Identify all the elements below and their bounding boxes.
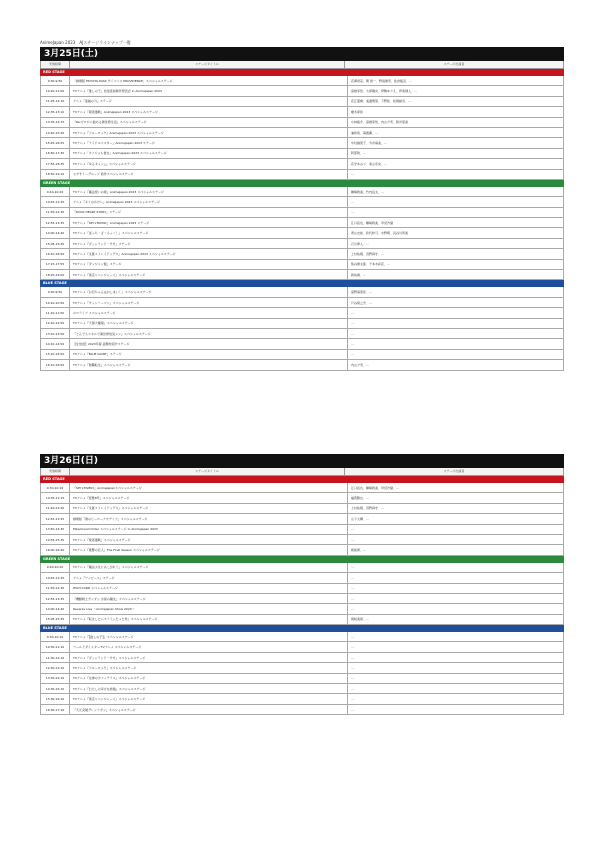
row-time: 14:10-14:50	[41, 339, 70, 348]
day-date-header: 3月26日(日)	[40, 454, 564, 468]
row-time: 12:10-12:50	[41, 319, 70, 328]
table-row	[40, 360, 564, 370]
row-cast: …	[351, 596, 354, 601]
day-block-2	[40, 454, 564, 715]
column-header-cast: ステージ出演者	[443, 469, 465, 473]
row-stage-title: 「劇場版 PSYCHO-PASS サイコパス PROVIDENCE」スペシャルステージ	[70, 76, 348, 85]
row-cast: …	[351, 686, 354, 691]
table-row	[40, 128, 564, 138]
table-row	[40, 350, 564, 360]
row-stage-title: 『ROCK HEART STORY』ステージ	[70, 208, 348, 217]
row-time: 18:20-19:00	[41, 270, 70, 279]
row-stage-title: ホロライブ スペシャルステージ	[70, 308, 348, 317]
row-cast: …	[351, 310, 354, 315]
table-row	[40, 504, 564, 514]
table-row	[40, 228, 564, 238]
table-row	[40, 535, 564, 545]
row-cast: 青山吉能、鈴代紗弓、水野朔、長谷川育美	[351, 231, 409, 236]
row-stage-title: TVアニメ『BLUE GIANT』ステージ	[70, 350, 348, 359]
table-row	[40, 514, 564, 524]
table-row	[40, 339, 564, 349]
row-stage-title: TVアニメ『呪術廻戦』スペシャルステージ	[70, 535, 348, 544]
column-header-cast: ステージ出演者	[443, 62, 465, 66]
row-cast: …	[351, 665, 354, 670]
row-cast: …	[351, 575, 354, 580]
row-time: 15:30-16:10	[41, 694, 70, 703]
row-time: 15:45-16:25	[41, 138, 70, 147]
table-row	[40, 208, 564, 218]
row-time: 13:35-14:15	[41, 118, 70, 127]
row-stage-title: TVアニメ『ヴィンランド・サガ』ステージ	[70, 239, 348, 248]
row-time: 11:10-11:50	[41, 308, 70, 317]
table-row	[40, 604, 564, 614]
row-time: 15:05-15:45	[41, 615, 70, 624]
table-row	[40, 615, 564, 625]
row-time: 12:30-13:10	[41, 663, 70, 672]
row-time: 12:45-13:25	[41, 514, 70, 523]
day-date-header: 3月25日(土)	[40, 47, 564, 61]
row-cast: …	[351, 655, 354, 660]
row-stage-title: 『とんでもスキルで異世界放浪メシ』スペシャルステージ	[70, 329, 348, 338]
row-time: 14:00-14:40	[41, 604, 70, 613]
table-row	[40, 118, 564, 128]
row-cast: …	[351, 352, 354, 357]
row-time: 10:45-11:25	[41, 197, 70, 206]
row-time: 11:50-12:30	[41, 208, 70, 217]
table-row	[40, 249, 564, 259]
row-stage-title: TVアニメ「カノジョも彼女」AnimeJapan 2023 スペシャルステージ	[70, 149, 348, 158]
row-stage-title: 『SPY×FAMILY』AnimeJapanスペシャルステージ	[70, 483, 348, 492]
row-stage-title: HIGH CARD スペシャルステージ	[70, 584, 348, 593]
row-stage-title: TVアニメ『東京リベンジャーズ』スペシャルステージ	[70, 270, 348, 279]
stage-label-green: GREEN STAGE	[40, 556, 564, 563]
row-cast: 中村繪里子、今井麻美、…	[351, 141, 388, 146]
row-time: 11:40-12:20	[41, 504, 70, 513]
row-cast: 戸谷菊之介、…	[351, 300, 373, 305]
row-stage-title: TVアニメ『魔法使いの嫁』AnimeJapan 2023 スペシャルステージ	[70, 187, 348, 196]
table-row	[40, 218, 564, 228]
row-cast: 梶裕貴、…	[351, 548, 367, 553]
table-row	[40, 270, 564, 280]
table-row	[40, 663, 564, 673]
row-cast: …	[351, 199, 354, 204]
column-header-title: ステージタイトル	[70, 468, 345, 475]
row-cast: …	[351, 645, 354, 650]
row-cast: 上村祐翔、宮野真守、…	[351, 251, 385, 256]
row-cast: 新祐樹、…	[351, 272, 367, 277]
row-stage-title: TVアニメ『ブルーロック』スペシャルステージ	[70, 663, 348, 672]
row-stage-title: TVアニメ『ぼっち・ざ・ろっく！』スペシャルステージ	[70, 228, 348, 237]
row-time: 9:30-10:10	[41, 632, 70, 641]
row-cast: 浦和希、海渡翼、…	[351, 130, 379, 135]
row-cast: 江口拓也、種﨑敦美、早見沙織	[351, 220, 394, 225]
row-cast: 熊谷健太郎、千本木彩花、…	[351, 262, 391, 267]
row-time: 10:45-11:25	[41, 573, 70, 582]
row-time: 14:00-14:40	[41, 228, 70, 237]
column-header-time: 実施時間	[41, 468, 70, 475]
row-stage-title: アニメ『キミのかけら』AnimeJapan 2023 スペシャルステージ	[70, 197, 348, 206]
row-stage-title: TVアニメ『わたしの幸せな結婚』スペシャルステージ	[70, 684, 348, 693]
stage-label-blue: BLUE STAGE	[40, 625, 564, 632]
table-row	[40, 149, 564, 159]
row-time: 12:35-13:10	[41, 107, 70, 116]
row-time: 9:30-10:10	[41, 483, 70, 492]
row-time: 9:30-9:50	[41, 76, 70, 85]
table-row	[40, 298, 564, 308]
row-stage-title: TVアニメ『転生したらスライムだった件』スペシャルステージ	[70, 615, 348, 624]
row-stage-title: TVアニメ『女神のカフェテラス』スペシャルステージ	[70, 674, 348, 683]
table-row	[40, 594, 564, 604]
table-row	[40, 159, 564, 169]
row-time: 16:10-16:50	[41, 249, 70, 258]
table-row	[40, 694, 564, 704]
row-cast: 高野麻里佳、…	[351, 290, 373, 295]
row-time: 17:55-18:35	[41, 159, 70, 168]
document-title: AnimeJapan 2023 AJステージラインナップ一覧	[40, 40, 131, 45]
row-time: 12:55-13:35	[41, 594, 70, 603]
table-row	[40, 319, 564, 329]
row-cast: 岡咲美保、…	[351, 617, 370, 622]
row-stage-title: Fate/Grand Order スペシャルステージ in AnimeJapan 2023	[70, 525, 348, 534]
row-cast: 小林裕介、高橋李依、内山夕実、新井里美	[351, 120, 409, 125]
column-header-row	[40, 61, 564, 69]
table-row	[40, 483, 564, 493]
table-row	[40, 705, 564, 715]
row-cast: …	[351, 707, 354, 712]
table-row	[40, 563, 564, 573]
row-cast: …	[351, 537, 354, 542]
row-time: 15:10-15:50	[41, 350, 70, 359]
row-stage-title: 劇場版『僕のヒーローアカデミア』スペシャルステージ	[70, 514, 348, 523]
row-cast: 石川界人、…	[351, 241, 370, 246]
row-stage-title: TVアニメ『アイドルマスター』AnimeJapan 2023 ステージ	[70, 138, 348, 147]
row-time: 9:30-9:50	[41, 287, 70, 296]
row-stage-title: 『機動戦士ガンダム 水星の魔女』スペシャルステージ	[70, 594, 348, 603]
row-time: 13:30-14:10	[41, 674, 70, 683]
row-time: 16:30-17:10	[41, 705, 70, 714]
row-time: 10:10-10:50	[41, 298, 70, 307]
column-header-title: ステージタイトル	[70, 61, 345, 68]
row-time: 13:50-14:30	[41, 525, 70, 534]
row-stage-title: TVアニメ『ダンジョン飯』ステージ	[70, 260, 348, 269]
column-header-time: 実施時間	[41, 61, 70, 68]
table-row	[40, 584, 564, 594]
row-stage-title: TVアニメ『文豪ストレイドッグス』スペシャルステージ	[70, 504, 348, 513]
row-stage-title: TVアニメ『チェンソーマン』スペシャルステージ	[70, 298, 348, 307]
row-time: 15:05-15:45	[41, 239, 70, 248]
row-cast: …	[351, 331, 354, 336]
row-time: 11:30-12:10	[41, 653, 70, 662]
row-stage-title: TVアニメ『無職転生』スペシャルステージ	[70, 360, 348, 369]
row-cast: …	[351, 634, 354, 639]
table-row	[40, 684, 564, 694]
column-header-row	[40, 468, 564, 476]
table-row	[40, 573, 564, 583]
row-time: 10:30-11:10	[41, 642, 70, 651]
table-row	[40, 642, 564, 652]
row-cast: 阿部敦、…	[351, 151, 367, 156]
row-cast: …	[351, 527, 354, 532]
stage-label-blue: BLUE STAGE	[40, 280, 564, 287]
row-time: 9:40-10:20	[41, 187, 70, 196]
row-stage-title: Reverse Live ～AnimeJapan Show 2023～	[70, 604, 348, 613]
row-cast: 山下大輝、…	[351, 516, 370, 521]
table-row	[40, 170, 564, 180]
row-time: 9:40-10:20	[41, 563, 70, 572]
row-stage-title: 『Re:ゼロから始める異世界生活』スペシャルステージ	[70, 118, 348, 127]
table-row	[40, 674, 564, 684]
table-row	[40, 260, 564, 270]
row-cast: 内山夕実、…	[351, 362, 370, 367]
row-stage-title: アニメ『ワンピース』ステージ	[70, 573, 348, 582]
row-stage-title: TVアニメ『怪獣8号』スペシャルステージ	[70, 493, 348, 502]
row-stage-title: TVアニメ『【推しの子】』スペシャルステージ	[70, 632, 348, 641]
table-row	[40, 197, 564, 207]
row-cast: 花江夏樹、鬼頭明里、下野紘、松岡禎丞、…	[351, 99, 412, 104]
table-row	[40, 632, 564, 642]
row-time: 11:50-12:30	[41, 584, 70, 593]
row-time: 11:25-12:10	[41, 97, 70, 106]
row-cast: 江口拓也、種﨑敦美、早見沙織、…	[351, 485, 400, 490]
row-time: 10:20-11:00	[41, 86, 70, 95]
row-stage-title: TVアニメ『呪術廻戦』AnimeJapan 2023 スペシャルステージ	[70, 107, 348, 116]
stage-label-red: RED STAGE	[40, 69, 564, 76]
row-stage-title: TVアニメ『ヴィンランド・サガ』スペシャルステージ	[70, 653, 348, 662]
row-stage-title: アニメ『鬼滅の刃』ステージ	[70, 97, 348, 106]
row-time: 10:35-11:15	[41, 493, 70, 502]
table-row	[40, 493, 564, 503]
day-block-1	[40, 47, 564, 371]
row-stage-title: TVアニメ『ブルーロック』AnimeJapan 2023 スペシャルステージ	[70, 128, 348, 137]
table-row	[40, 138, 564, 148]
row-cast: …	[351, 172, 354, 177]
row-stage-title: TVアニメ『推しの子』放送直前制作発表会 in AnimeJapan 2023	[70, 86, 348, 95]
table-row	[40, 187, 564, 197]
row-stage-title: 『天元突破グレンラガン』スペシャルステージ	[70, 705, 348, 714]
row-time: 14:55-15:35	[41, 535, 70, 544]
row-time: 12:55-13:35	[41, 218, 70, 227]
row-stage-title: TVアニメ『ゆるキャン△』スペシャルステージ	[70, 159, 348, 168]
row-cast: …	[351, 565, 354, 570]
row-time: 16:50-17:30	[41, 149, 70, 158]
row-stage-title: TVアニメ『天国大魔境』スペシャルステージ	[70, 319, 348, 328]
row-cast: …	[351, 586, 354, 591]
row-stage-title: TVアニメ『東京リベンジャーズ』スペシャルステージ	[70, 694, 348, 703]
stage-label-green: GREEN STAGE	[40, 180, 564, 187]
row-cast: …	[351, 321, 354, 326]
table-row	[40, 239, 564, 249]
row-time: 17:15-17:55	[41, 260, 70, 269]
row-stage-title: TVアニメ『文豪ストレイドッグス』AnimeJapan 2023 スペシャルステージ	[70, 249, 348, 258]
table-row	[40, 107, 564, 117]
row-stage-title: TVアニメ『お兄ちゃんはおしまい！』スペシャルステージ	[70, 287, 348, 296]
row-stage-title: セガサミーグループ 新作スペシャルステージ	[70, 170, 348, 179]
table-row	[40, 76, 564, 86]
row-cast: 上村祐翔、宮野真守、…	[351, 506, 385, 511]
row-time: 14:30-15:10	[41, 684, 70, 693]
table-row	[40, 86, 564, 96]
row-cast: …	[351, 676, 354, 681]
table-row	[40, 329, 564, 339]
table-row	[40, 287, 564, 297]
table-row	[40, 97, 564, 107]
row-time: 18:50-19:10	[41, 170, 70, 179]
table-row	[40, 653, 564, 663]
row-time: 16:10-16:50	[41, 360, 70, 369]
row-cast: 花澤香菜、関 智一、野島健児、佐倉綾音、…	[351, 78, 412, 83]
row-cast: …	[351, 342, 354, 347]
row-stage-title: TVアニメ『SPY×FAMILY』AnimeJapan 2023 ステージ	[70, 218, 348, 227]
row-cast: 榎木淳弥	[351, 109, 364, 114]
row-stage-title: ワールドダイスター TVアニメ スペシャルステージ	[70, 642, 348, 651]
row-cast: …	[351, 606, 354, 611]
table-row	[40, 308, 564, 318]
row-cast: 花守ゆみり、東山奈央、…	[351, 161, 388, 166]
row-cast: 種﨑敦美、竹内良太、…	[351, 189, 385, 194]
row-time: 14:40-15:20	[41, 128, 70, 137]
row-time: 13:10-13:50	[41, 329, 70, 338]
row-stage-title: TVアニメ『魔法少女にあこがれて』スペシャルステージ	[70, 563, 348, 572]
row-cast: …	[351, 210, 354, 215]
row-stage-title: TVアニメ『進撃の巨人』The Final Season スペシャルステージ	[70, 545, 348, 554]
row-cast: 福西勝也、…	[351, 496, 370, 501]
table-row	[40, 525, 564, 535]
stage-label-red: RED STAGE	[40, 476, 564, 483]
row-cast: 高橋李依、大塚剛央、伊駒ゆりえ、伊東健人、…	[351, 89, 418, 94]
row-cast: …	[351, 697, 354, 702]
row-stage-title: 【生放送】2023年春 話題作紹介ステージ	[70, 339, 348, 348]
table-row	[40, 545, 564, 555]
row-time: 16:00-16:40	[41, 545, 70, 554]
